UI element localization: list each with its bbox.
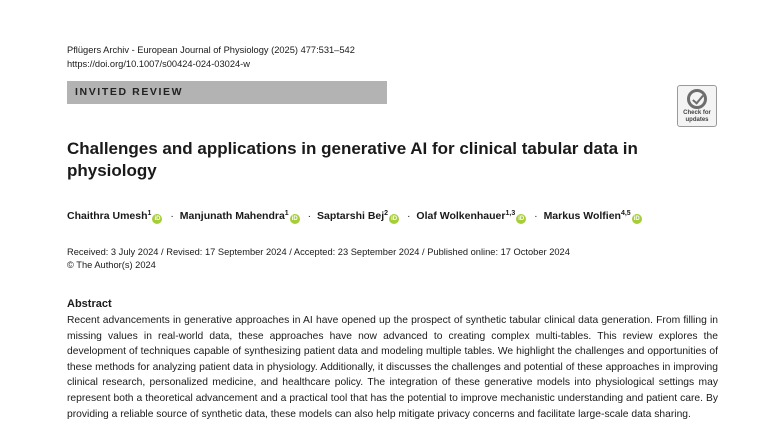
author-separator: ·: [534, 210, 538, 222]
author-name[interactable]: Olaf Wolkenhauer: [416, 210, 506, 222]
abstract-heading: Abstract: [67, 298, 112, 310]
author-name[interactable]: Markus Wolfien: [543, 210, 621, 222]
author-separator: ·: [170, 210, 174, 222]
author-name[interactable]: Saptarshi Bej: [317, 210, 385, 222]
author-affiliation: 2: [384, 210, 389, 217]
orcid-icon[interactable]: iD: [154, 216, 161, 222]
author-affiliation: 1,3: [505, 210, 516, 217]
author-affiliation: 1: [284, 210, 289, 217]
check-for-updates-icon: [687, 89, 707, 109]
orcid-icon[interactable]: iD: [518, 216, 525, 222]
author-list: [67, 207, 644, 224]
orcid-icon[interactable]: iD: [391, 216, 398, 222]
copyright-notice: © The Author(s) 2024: [67, 260, 156, 270]
doi-link[interactable]: https://doi.org/10.1007/s00424-024-03024-w: [67, 59, 250, 69]
check-for-updates-badge[interactable]: [677, 85, 717, 127]
abstract-text: Recent advancements in generative approaches in AI have opened up the prospect of synthetic tabular clinical data generation. From filling in missing values in real-world data, these approaches have now advanced to creating complex multi-tables. This review explores the development of techniques capable of synthesizing patient data and modeling multiple tables. We highlight the challenges and opportunities of these methods for analyzing patient data in physiology. Additionally, it discusses the challenges and potential of these approaches in improving clinical research, personalized medicine, and healthcare policy. The integration of these generative models into physiological settings may represent both a theoretical advancement and a practical tool that has the potential to improve mechanistic understanding and patient care. By providing a reliable source of synthetic data, these models can also help mitigate privacy concerns and facilitate large-scale data sharing.: [67, 315, 718, 420]
author-affiliation: 4,5: [620, 210, 631, 217]
author-separator: ·: [406, 210, 411, 222]
orcid-icon[interactable]: iD: [633, 216, 640, 222]
author-name[interactable]: Chaithra Umesh: [67, 210, 148, 222]
author-name[interactable]: Manjunath Mahendra: [179, 210, 285, 222]
publication-dates: Received: 3 July 2024 / Revised: 17 September 2024 / Accepted: 23 September 2024 / Published online: 17 October 2024: [67, 247, 570, 257]
author-affiliation: 1: [147, 210, 152, 217]
article-type-banner: INVITED REVIEW: [67, 81, 387, 104]
author-separator: ·: [307, 210, 312, 222]
badge-label: Check for updates: [683, 110, 711, 123]
journal-citation: Pflügers Archiv - European Journal of Physiology (2025) 477:531–542: [67, 45, 355, 55]
article-title: Challenges and applications in generative AI for clinical tabular data in physiology: [67, 139, 638, 180]
orcid-icon[interactable]: iD: [291, 216, 298, 222]
